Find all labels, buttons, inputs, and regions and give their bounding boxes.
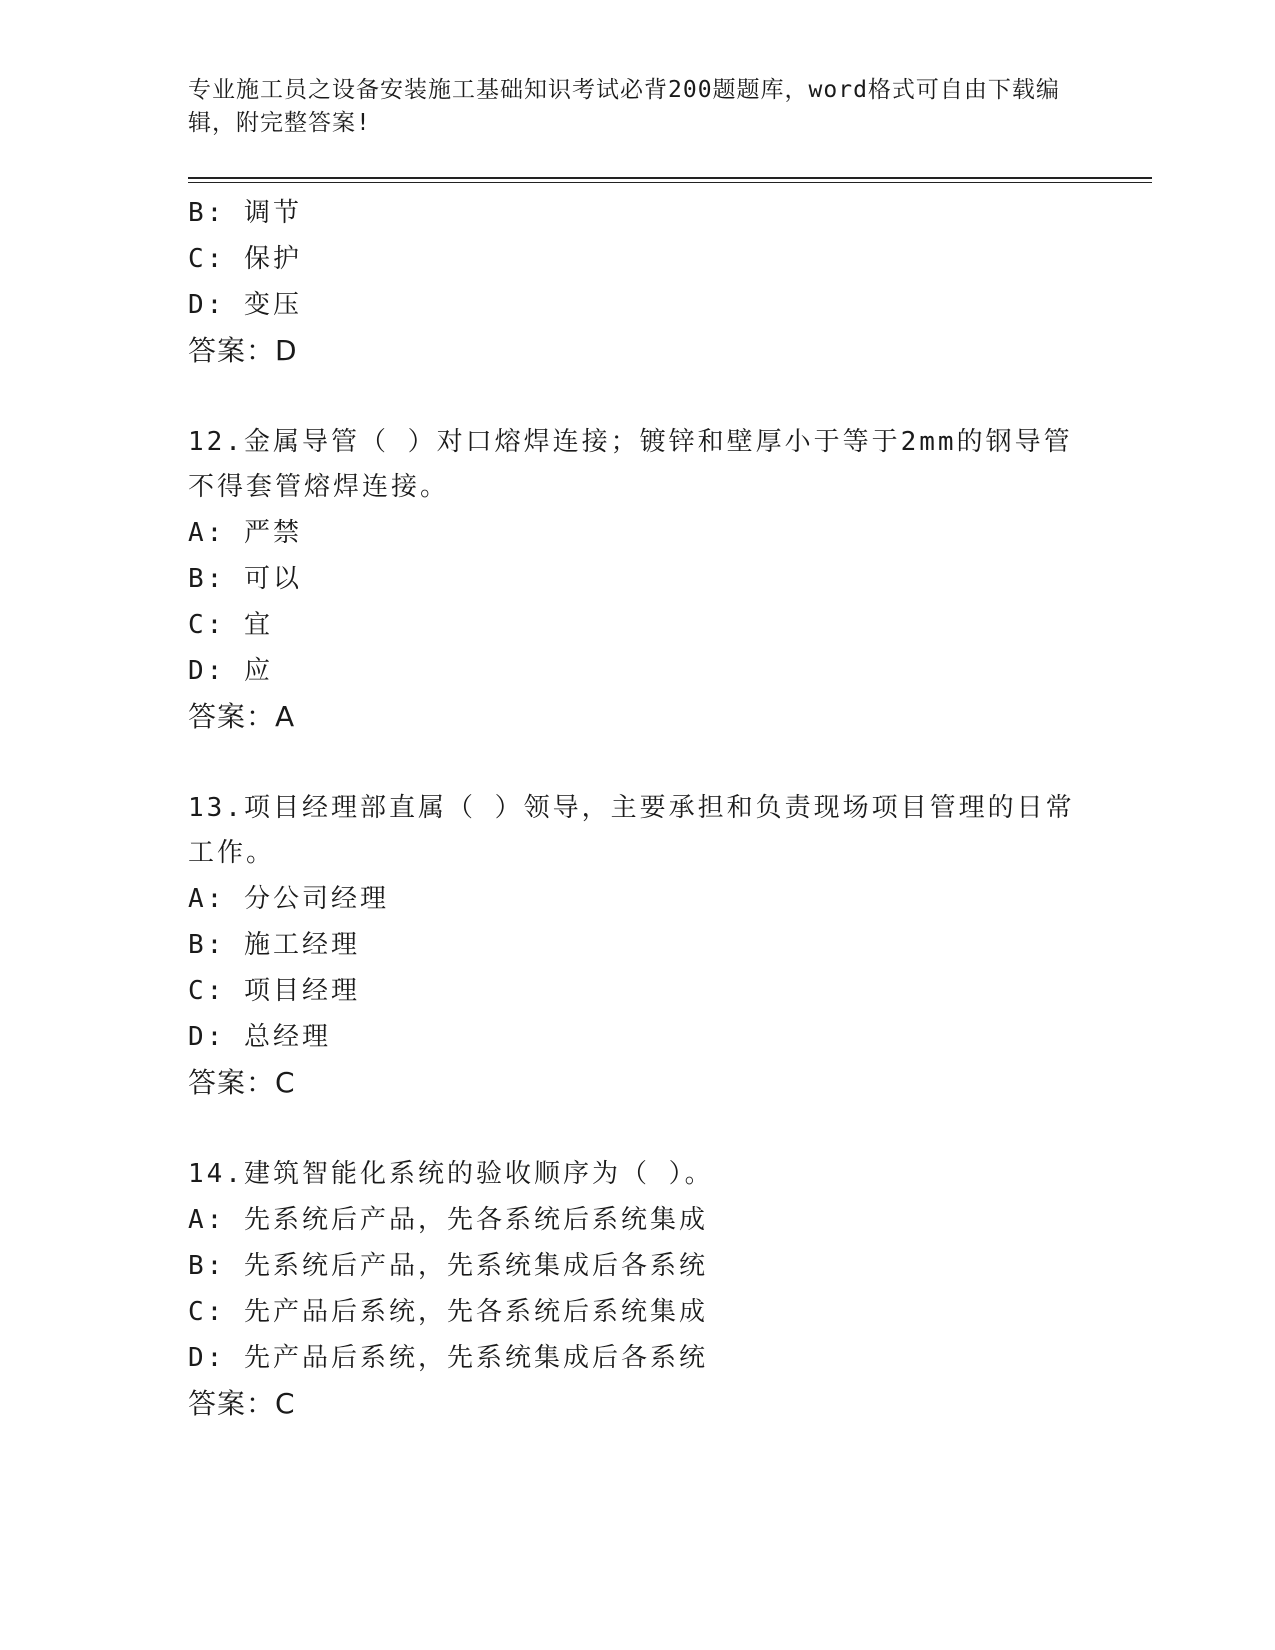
spacer [188,740,1088,786]
spacer [188,1106,1088,1152]
question-text: 12.金属导管（ ）对口熔焊连接；镀锌和壁厚小于等于2mm的钢导管不得套管熔焊连接。 [188,427,1073,502]
option-d: D: 先产品后系统，先系统集成后各系统 [188,1343,708,1373]
answer-text: 答案：C [188,1066,296,1099]
option-d: D: 应 [188,656,273,686]
option-b: B: 施工经理 [188,930,360,960]
option-a: A: 严禁 [188,518,302,548]
question-text: 14.建筑智能化系统的验收顺序为（ ）。 [188,1159,714,1189]
option-c: C: 宜 [188,610,273,640]
question-14 [188,1152,1088,1427]
option-d: D: 总经理 [188,1022,331,1052]
partial-question-11 [188,190,1088,374]
document-header [188,74,1088,140]
question-13 [188,786,1088,1106]
header-divider-thin [188,182,1152,183]
question-12 [188,420,1088,740]
option-b: B: 先系统后产品，先系统集成后各系统 [188,1251,708,1281]
answer-text: 答案：A [188,700,296,733]
header-title: 专业施工员之设备安装施工基础知识考试必背200题题库，word格式可自由下载编辑，附完整答案! [188,77,1060,136]
question-list [188,190,1088,1427]
option-b: B: 可以 [188,564,302,594]
option-c: C: 保护 [188,244,302,274]
option-c: C: 先产品后系统，先各系统后系统集成 [188,1297,708,1327]
spacer [188,374,1088,420]
option-d: D: 变压 [188,290,302,320]
option-c: C: 项目经理 [188,976,360,1006]
header-divider-thick [188,177,1152,179]
option-a: A: 分公司经理 [188,884,389,914]
option-a: A: 先系统后产品，先各系统后系统集成 [188,1205,708,1235]
option-b: B: 调节 [188,198,302,228]
question-text: 13.项目经理部直属（ ）领导，主要承担和负责现场项目管理的日常工作。 [188,793,1075,868]
answer-text: 答案：D [188,334,298,367]
answer-text: 答案：C [188,1387,296,1420]
